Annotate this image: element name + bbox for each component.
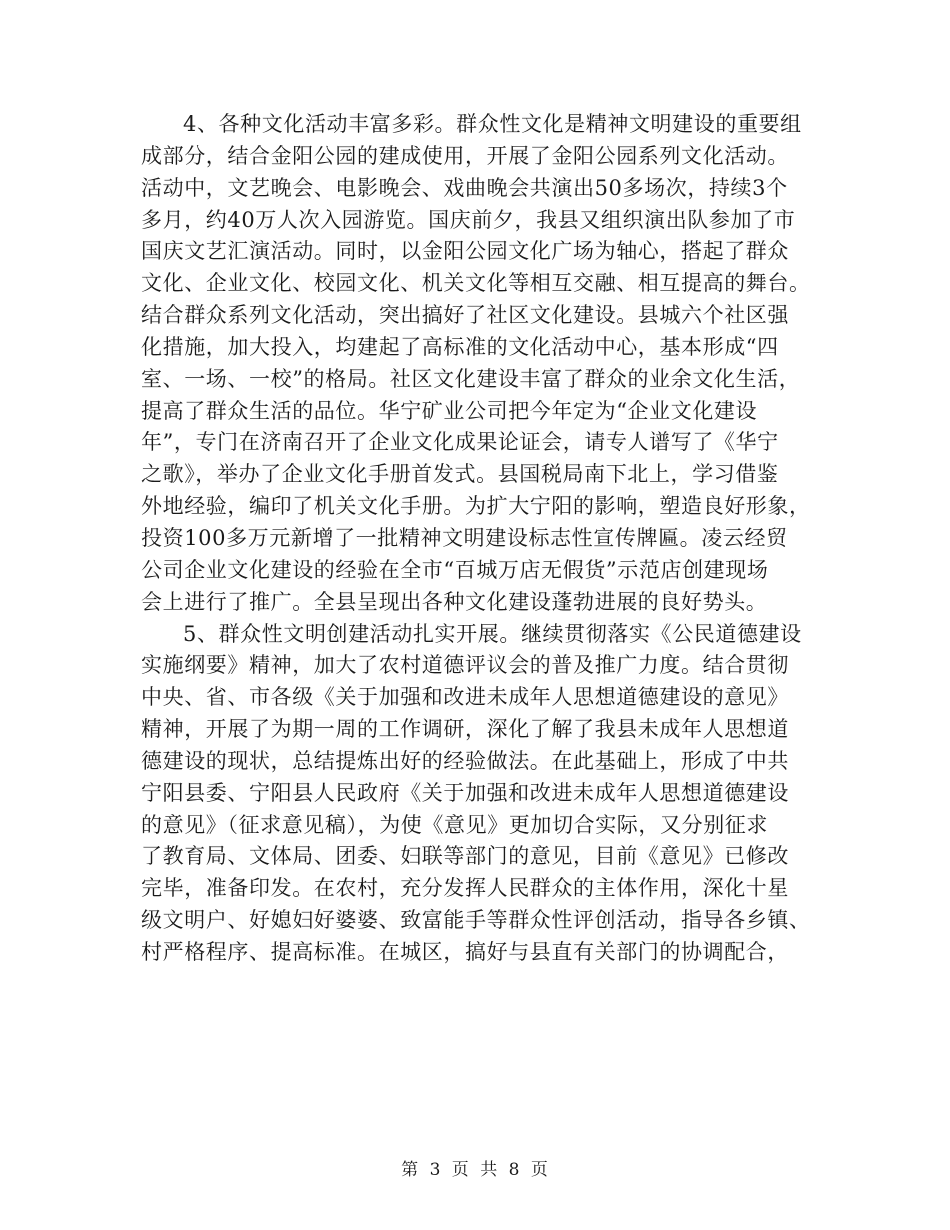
text-line: 室、一场、一校”的格局。社区文化建设丰富了群众的业余文化生活， bbox=[141, 366, 801, 391]
text-line: 结合群众系列文化活动，突出搞好了社区文化建设。县城六个社区强 bbox=[141, 303, 789, 328]
text-line: 完毕，准备印发。在农村，充分发挥人民群众的主体作用，深化十星 bbox=[141, 876, 789, 901]
text-line: 了教育局、文体局、团委、妇联等部门的意见，目前《意见》已修改 bbox=[141, 844, 789, 869]
text-line: 4、各种文化活动丰富多彩。群众性文化是精神文明建设的重要组 bbox=[183, 112, 802, 136]
text-line: 实施纲要》精神，加大了农村道德评议会的普及推广力度。结合贯彻 bbox=[141, 653, 789, 678]
text-line: 年”，专门在济南召开了企业文化成果论证会，请专人谱写了《华宁 bbox=[141, 430, 779, 455]
text-line: 村严格程序、提高标准。在城区，搞好与县直有关部门的协调配合， bbox=[141, 939, 789, 964]
footer-page-number: 3 bbox=[429, 1160, 442, 1180]
text-line: 中央、省、市各级《关于加强和改进未成年人思想道德建设的意见》 bbox=[141, 685, 789, 710]
text-line: 5、群众性文明创建活动扎实开展。继续贯彻落实《公民道德建设 bbox=[183, 621, 802, 646]
text-line: 化措施，加大投入，均建起了高标准的文化活动中心，基本形成“四 bbox=[141, 334, 779, 359]
document-body bbox=[141, 109, 821, 969]
text-line: 德建设的现状，总结提炼出好的经验做法。在此基础上，形成了中共 bbox=[141, 748, 789, 773]
text-line: 之歌》，举办了企业文化手册首发式。县国税局南下北上，学习借鉴 bbox=[141, 462, 779, 487]
text-line: 外地经验，编印了机关文化手册。为扩大宁阳的影响，塑造良好形象， bbox=[141, 494, 811, 519]
text-line: 活动中，文艺晚会、电影晚会、戏曲晚会共演出50多场次，持续3个 bbox=[141, 175, 788, 200]
text-line: 投资100多万元新增了一批精神文明建设标志性宣传牌匾。凌云经贸 bbox=[141, 525, 788, 550]
paragraph bbox=[141, 109, 821, 619]
text-line: 会上进行了推广。全县呈现出各种文化建设蓬勃进展的良好势头。 bbox=[141, 589, 768, 614]
footer-suffix: 页 bbox=[530, 1160, 549, 1180]
footer-prefix: 第 bbox=[401, 1160, 420, 1180]
footer-page-word: 页 bbox=[451, 1160, 470, 1180]
text-line: 宁阳县委、宁阳县人民政府《关于加强和改进未成年人思想道德建设 bbox=[141, 780, 789, 805]
text-line: 文化、企业文化、校园文化、机关文化等相互交融、相互提高的舞台。 bbox=[141, 271, 811, 296]
page-footer bbox=[0, 1155, 950, 1180]
paragraph bbox=[141, 619, 821, 969]
footer-total-pages: 8 bbox=[508, 1160, 521, 1180]
text-line: 的意见》（征求意见稿），为使《意见》更加切合实际，又分别征求 bbox=[141, 812, 768, 837]
text-line: 提高了群众生活的品位。华宁矿业公司把今年定为“企业文化建设 bbox=[141, 398, 758, 423]
text-line: 公司企业文化建设的经验在全市“百城万店无假货”示范店创建现场 bbox=[141, 557, 769, 582]
text-line: 多月，约40万人次入园游览。国庆前夕，我县又组织演出队参加了市 bbox=[141, 207, 796, 232]
text-line: 精神，开展了为期一周的工作调研，深化了解了我县未成年人思想道 bbox=[141, 717, 789, 742]
text-line: 级文明户、好媳妇好婆婆、致富能手等群众性评创活动，指导各乡镇、 bbox=[141, 908, 811, 933]
text-line: 国庆文艺汇演活动。同时，以金阳公园文化广场为轴心，搭起了群众 bbox=[141, 239, 789, 264]
footer-total-word: 共 bbox=[480, 1160, 499, 1180]
text-line: 成部分，结合金阳公园的建成使用，开展了金阳公园系列文化活动。 bbox=[141, 143, 789, 168]
